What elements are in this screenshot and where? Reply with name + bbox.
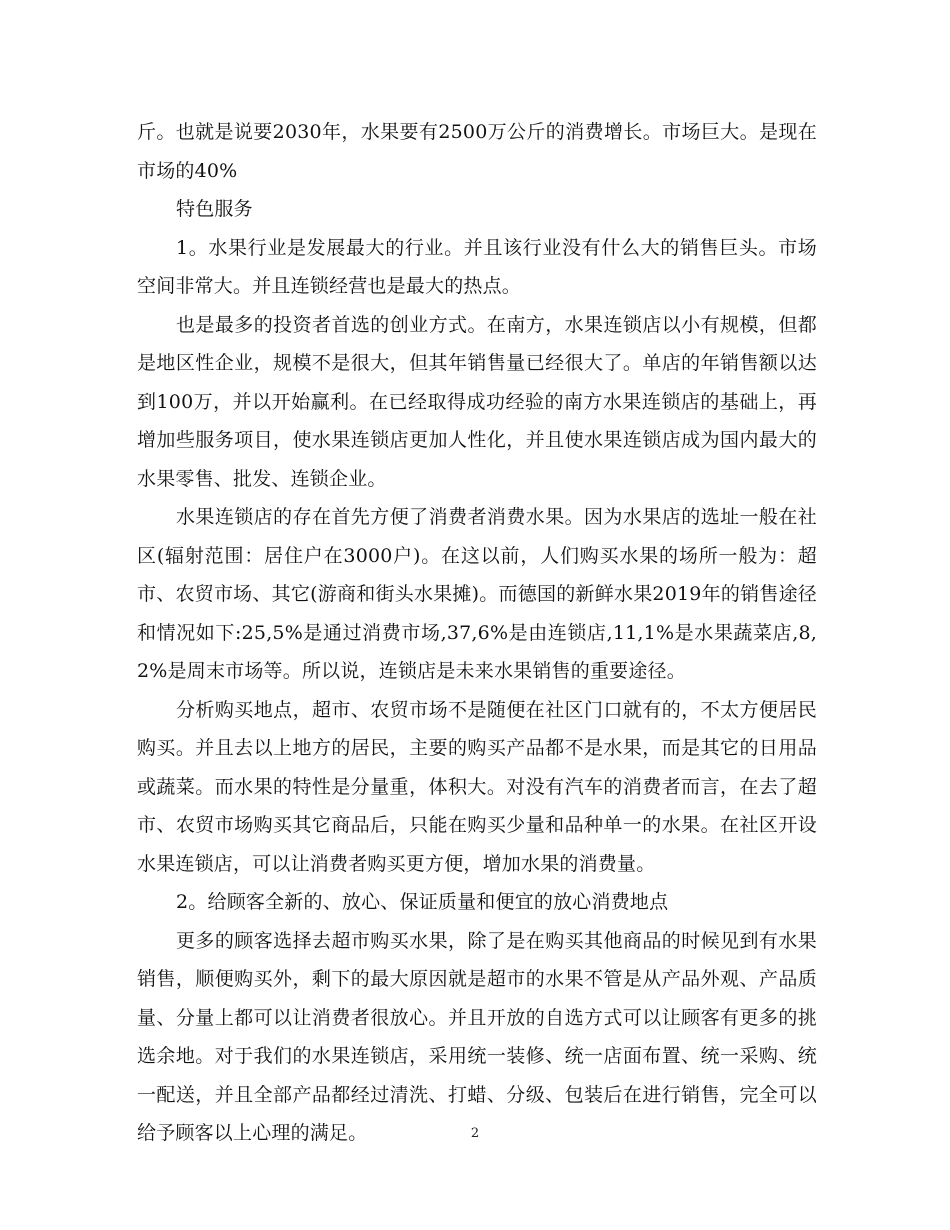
paragraph-purchase-location: 分析购买地点，超市、农贸市场不是随便在社区门口就有的，不太方便居民购买。并且去以上地方的居民，主要的购买产品都不是水果，而是其它的日用品或蔬菜。而水果的特性是分量重，体积大。对没有汽车的消费者而言，在去了超市、农贸市场购买其它商品后，只能在购买少量和品种单一的水果。在社区开设水果连锁店，可以让消费者购买更方便，增加水果的消费量。 xyxy=(137,698,817,875)
paragraph-point-1: 1。水果行业是发展最大的行业。并且该行业没有什么大的销售巨头。市场空间非常大。并且连锁经营也是最大的热点。 xyxy=(137,236,817,297)
document-body xyxy=(137,113,817,1153)
paragraph-investor-choice: 也是最多的投资者首选的创业方式。在南方，水果连锁店以小有规模，但都是地区性企业，规模不是很大，但其年销售量已经很大了。单店的年销售额以达到100万，并以开始赢利。在已经取得成功经验的南方水果连锁店的基础上，再增加些服务项目，使水果连锁店更加人性化，并且使水果连锁店成为国内最大的水果零售、批发、连锁企业。 xyxy=(137,313,817,490)
paragraph-point-2: 2。给顾客全新的、放心、保证质量和便宜的放心消费地点 xyxy=(176,891,669,913)
paragraph-supermarket-reason: 更多的顾客选择去超市购买水果，除了是在购买其他商品的时候见到有水果销售，顺便购买外，剩下的最大原因就是超市的水果不管是从产品外观、产品质量、分量上都可以让消费者很放心。并且开放的自选方式可以让顾客有更多的挑选余地。对于我们的水果连锁店，采用统一装修、统一店面布置、统一采购、统一配送，并且全部产品都经过清洗、打蜡、分级、包装后在进行销售，完全可以给予顾客以上心理的满足。 xyxy=(137,929,817,1144)
paragraph-market-growth: 斤。也就是说要2030年，水果要有2500万公斤的消费增长。市场巨大。是现在市场的40% xyxy=(137,121,817,182)
heading-special-services: 特色服务 xyxy=(176,198,253,220)
page-number: 2 xyxy=(470,1126,480,1141)
paragraph-convenience: 水果连锁店的存在首先方便了消费者消费水果。因为水果店的选址一般在社区(辐射范围：居住户在3000户)。在这以前，人们购买水果的场所一般为：超市、农贸市场、其它(游商和街头水果摊)。而德国的新鲜水果2019年的销售途径和情况如下:25,5%是通过消费市场,37,6%是由连锁店,11,1%是水果蔬菜店,8,2%是周末市场等。所以说，连锁店是未来水果销售的重要途径。 xyxy=(137,506,817,682)
